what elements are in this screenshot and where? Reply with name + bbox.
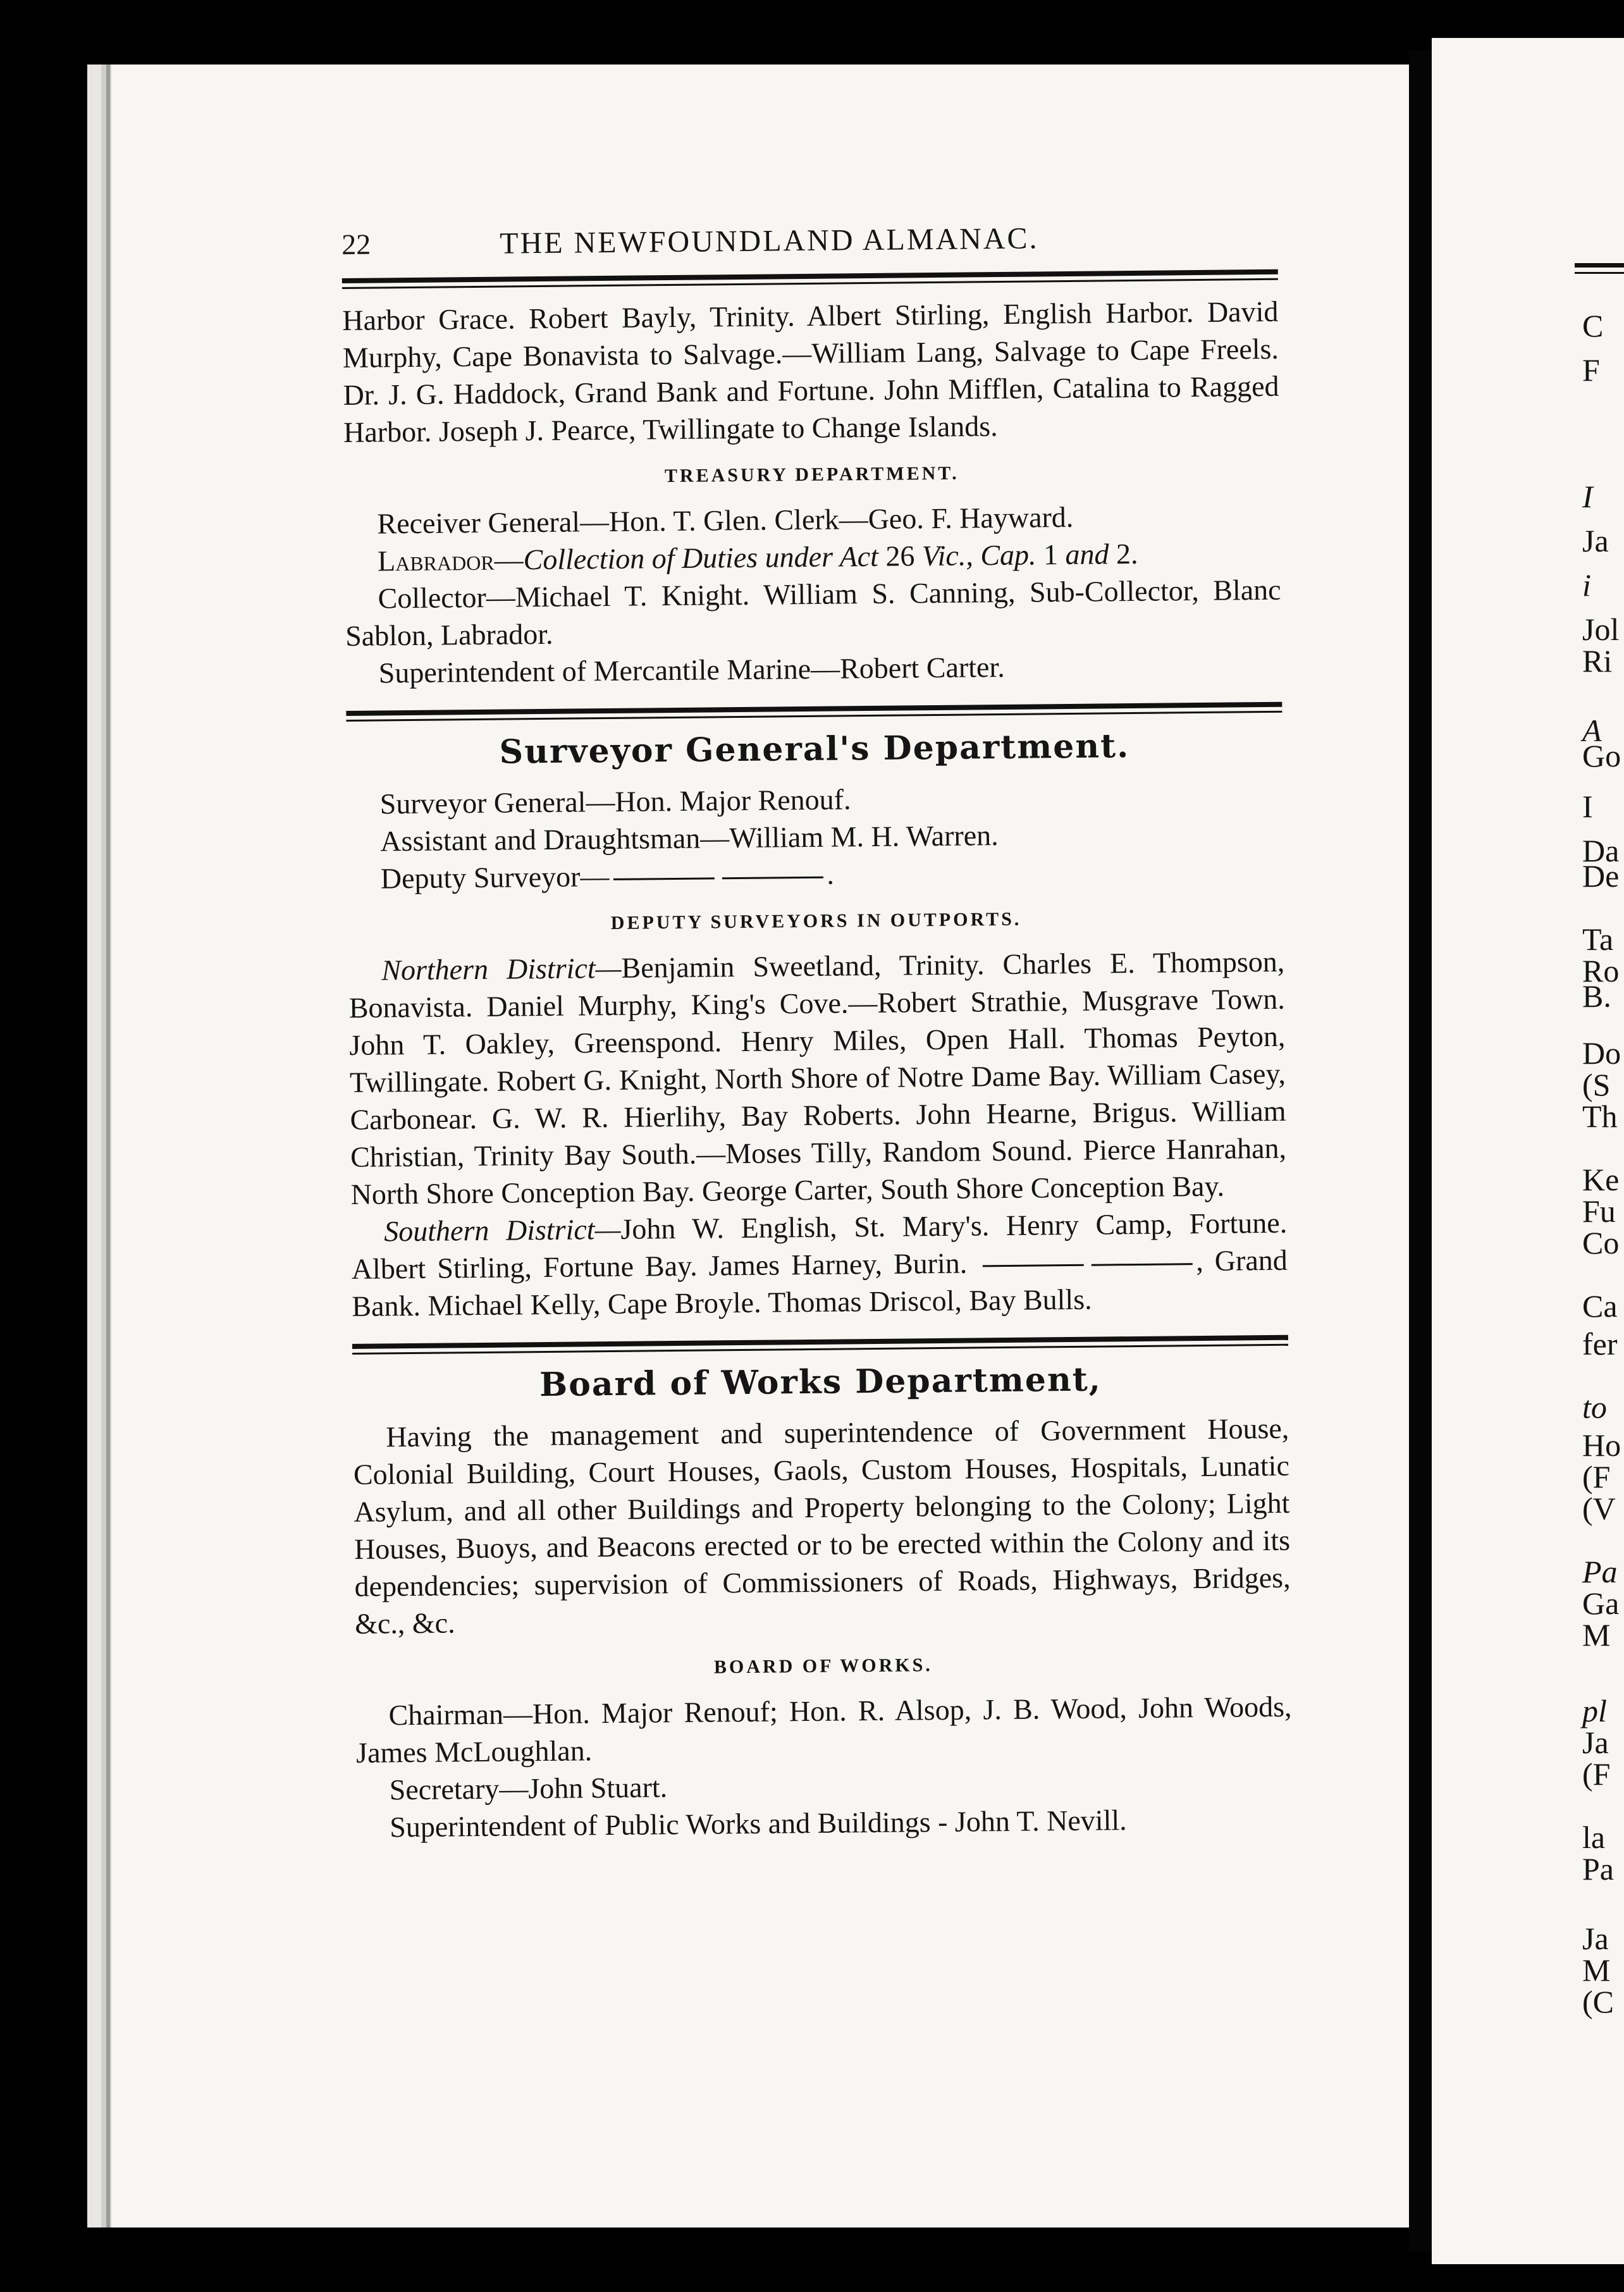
collector-entry: Collector—Michael T. Knight. William S. Canning, Sub-Collector, Blanc Sablon, Labrador.: [345, 573, 1281, 652]
blank-dash: [982, 1264, 1083, 1267]
facing-page-fragment: Ga: [1582, 1586, 1620, 1621]
facing-page-fragment: Pa: [1582, 1554, 1618, 1589]
southern-district-text: John W. English, St. Mary's. Henry Camp, Fortune. Albert Stirling, Fortune Bay. James Harney, Burin.: [351, 1206, 1288, 1285]
facing-page-fragment: Pa: [1582, 1851, 1614, 1887]
facing-page-fragment: (C: [1582, 1984, 1614, 2019]
northern-district-label: Northern District—: [381, 951, 622, 987]
facing-page-fragment: Da: [1582, 833, 1620, 868]
facing-page-fragment: (F: [1582, 1459, 1611, 1494]
treasury-heading: TREASURY DEPARTMENT.: [664, 462, 959, 487]
facing-page-fragment: i: [1582, 567, 1591, 603]
blank-dash: [1091, 1263, 1192, 1266]
deputy-surveyor-end: .: [827, 858, 835, 890]
facing-page-fragment: Ro: [1582, 953, 1620, 989]
labrador-vic: Vic., Cap.: [921, 538, 1037, 572]
facing-page-fragment: Co: [1582, 1225, 1620, 1260]
deputy-surveyor-label: Deputy Surveyor—: [380, 860, 610, 895]
labrador-and: and: [1065, 538, 1109, 571]
facing-page-fragment: Fu: [1582, 1193, 1616, 1229]
facing-page-fragment: Ri: [1582, 643, 1613, 679]
labrador-duties: Collection of Duties under Act: [523, 539, 879, 576]
labrador-label: Labrador—: [377, 543, 524, 577]
southern-district-entry: [351, 1204, 1288, 1325]
running-title: THE NEWFOUNDLAND ALMANAC.: [499, 221, 1039, 261]
facing-page-fragment: Do: [1582, 1035, 1621, 1071]
facing-page-fragment: pl: [1582, 1693, 1607, 1728]
works-description: Having the management and superintendence of Government House, Colonial Building, Court Houses, Gaols, Custom Houses, Hospitals, Lunatic Asylum, and all other Buildings and Property belonging to the Colony; Light Houses, Buoys, and Beacons erected or to be erected within the Colony and its dependencies; supervision of Commissioners of Roads, Highways, Bridges, &c., &c.: [353, 1412, 1291, 1640]
facing-page-fragment: De: [1582, 858, 1620, 894]
section-rule: [352, 1335, 1288, 1355]
assistant-entry: Assistant and Draughtsman—William M. H. Warren.: [380, 819, 999, 858]
surveyor-general-entry: Surveyor General—Hon. Major Renouf.: [379, 783, 851, 820]
section-rule: [346, 702, 1282, 722]
labrador-end: 2.: [1109, 537, 1138, 570]
book-spine: [1409, 51, 1432, 2252]
labrador-cap-number: 1: [1036, 538, 1066, 571]
facing-page-rule: [1575, 272, 1624, 274]
facing-page-fragment: Ja: [1582, 1921, 1609, 1956]
secretary-entry: Secretary—John Stuart.: [389, 1771, 668, 1806]
facing-page-fragment: Go: [1582, 738, 1621, 773]
facing-page-fragment: la: [1582, 1820, 1606, 1855]
northern-district-entry: [348, 943, 1287, 1213]
board-of-works-heading: BOARD OF WORKS.: [713, 1654, 933, 1678]
facing-page-fragment: fer: [1582, 1326, 1618, 1362]
facing-page-fragment: M: [1582, 1952, 1611, 1988]
southern-district-end: , Grand Bank. Michael Kelly, Cape Broyle. Thomas Driscol, Bay Bulls.: [352, 1243, 1288, 1322]
facing-page-fragment: Th: [1582, 1099, 1618, 1134]
facing-page-fragment: A: [1582, 713, 1602, 748]
northern-district-text: Benjamin Sweetland, Trinity. Charles E. Thompson, Bonavista. Daniel Murphy, King's Cove.—Robert Strathie, Musgrave Town. John T. Oakley, Greenspond. Henry Miles, Open Hall. Thomas Peyton, Twillingate. Robert G. Knight, North Shore of Notre Dame Bay. William Casey, Carbonear. G. W. R. Hierlihy, Bay Roberts. John Hearne, Brigus. William Christian, Trinity Bay South.—Moses Tilly, Random Sound. Pierce Hanrahan, North Shore Conception Bay. George Carter, South Shore Conception Bay.: [348, 945, 1287, 1211]
public-works-superintendent-entry: Superintendent of Public Works and Buildings - John T. Nevill.: [390, 1804, 1127, 1844]
chairman-entry: Chairman—Hon. Major Renouf; Hon. R. Alsop, J. B. Wood, John Woods, James McLoughlan.: [355, 1690, 1292, 1769]
continued-paragraph: Harbor Grace. Robert Bayly, Trinity. Albert Stirling, English Harbor. David Murphy, Cape Bonavista to Salvage.—William Lang, Salvage to Cape Freels. Dr. J. G. Haddock, Grand Bank and Fortune. John Mifflen, Catalina to Ragged Harbor. Joseph J. Pearce, Twillingate to Change Islands.: [342, 295, 1279, 448]
facing-page-fragment: (F: [1582, 1756, 1611, 1792]
blank-dash: [613, 877, 714, 880]
page-edge-shadow: [106, 65, 110, 2227]
book-page-right: [1432, 38, 1624, 2264]
facing-page-rule: [1575, 263, 1624, 268]
facing-page-fragment: Ke: [1582, 1162, 1620, 1197]
facing-page-fragment: (V: [1582, 1491, 1616, 1526]
works-department-title: Board of Works Department,: [539, 1360, 1102, 1405]
outports-heading: DEPUTY SURVEYORS IN OUTPORTS.: [610, 908, 1022, 933]
facing-page-fragment: M: [1582, 1617, 1611, 1653]
surveyor-department-title: Surveyor General's Department.: [499, 727, 1130, 772]
facing-page-fragment: Ta: [1582, 921, 1614, 957]
labrador-act-number: 26: [878, 539, 923, 572]
facing-page-fragment: Jol: [1582, 612, 1620, 647]
facing-page-fragment: I: [1582, 479, 1593, 514]
facing-page-fragment: Ca: [1582, 1288, 1618, 1324]
southern-district-label: Southern District—: [383, 1212, 621, 1248]
facing-page-fragment: C: [1582, 308, 1604, 343]
facing-page-fragment: (S: [1582, 1067, 1611, 1102]
facing-page-fragment: F: [1582, 352, 1600, 388]
page-content: [341, 219, 1293, 1846]
page-number: 22: [341, 228, 371, 261]
facing-page-fragment: I: [1582, 789, 1593, 824]
facing-page-fragment: B.: [1582, 978, 1611, 1014]
mercantile-marine-entry: Superintendent of Mercantile Marine—Robert Carter.: [378, 650, 1005, 689]
facing-page-fragment: Ja: [1582, 1725, 1609, 1760]
running-head: [341, 219, 1278, 278]
facing-page-fragment: Ho: [1582, 1427, 1621, 1463]
receiver-general-entry: Receiver General—Hon. T. Glen. Clerk—Geo. F. Hayward.: [377, 500, 1074, 540]
blank-dash: [722, 877, 823, 880]
facing-page-fragment: to: [1582, 1389, 1607, 1425]
facing-page-fragment: Ja: [1582, 523, 1609, 558]
